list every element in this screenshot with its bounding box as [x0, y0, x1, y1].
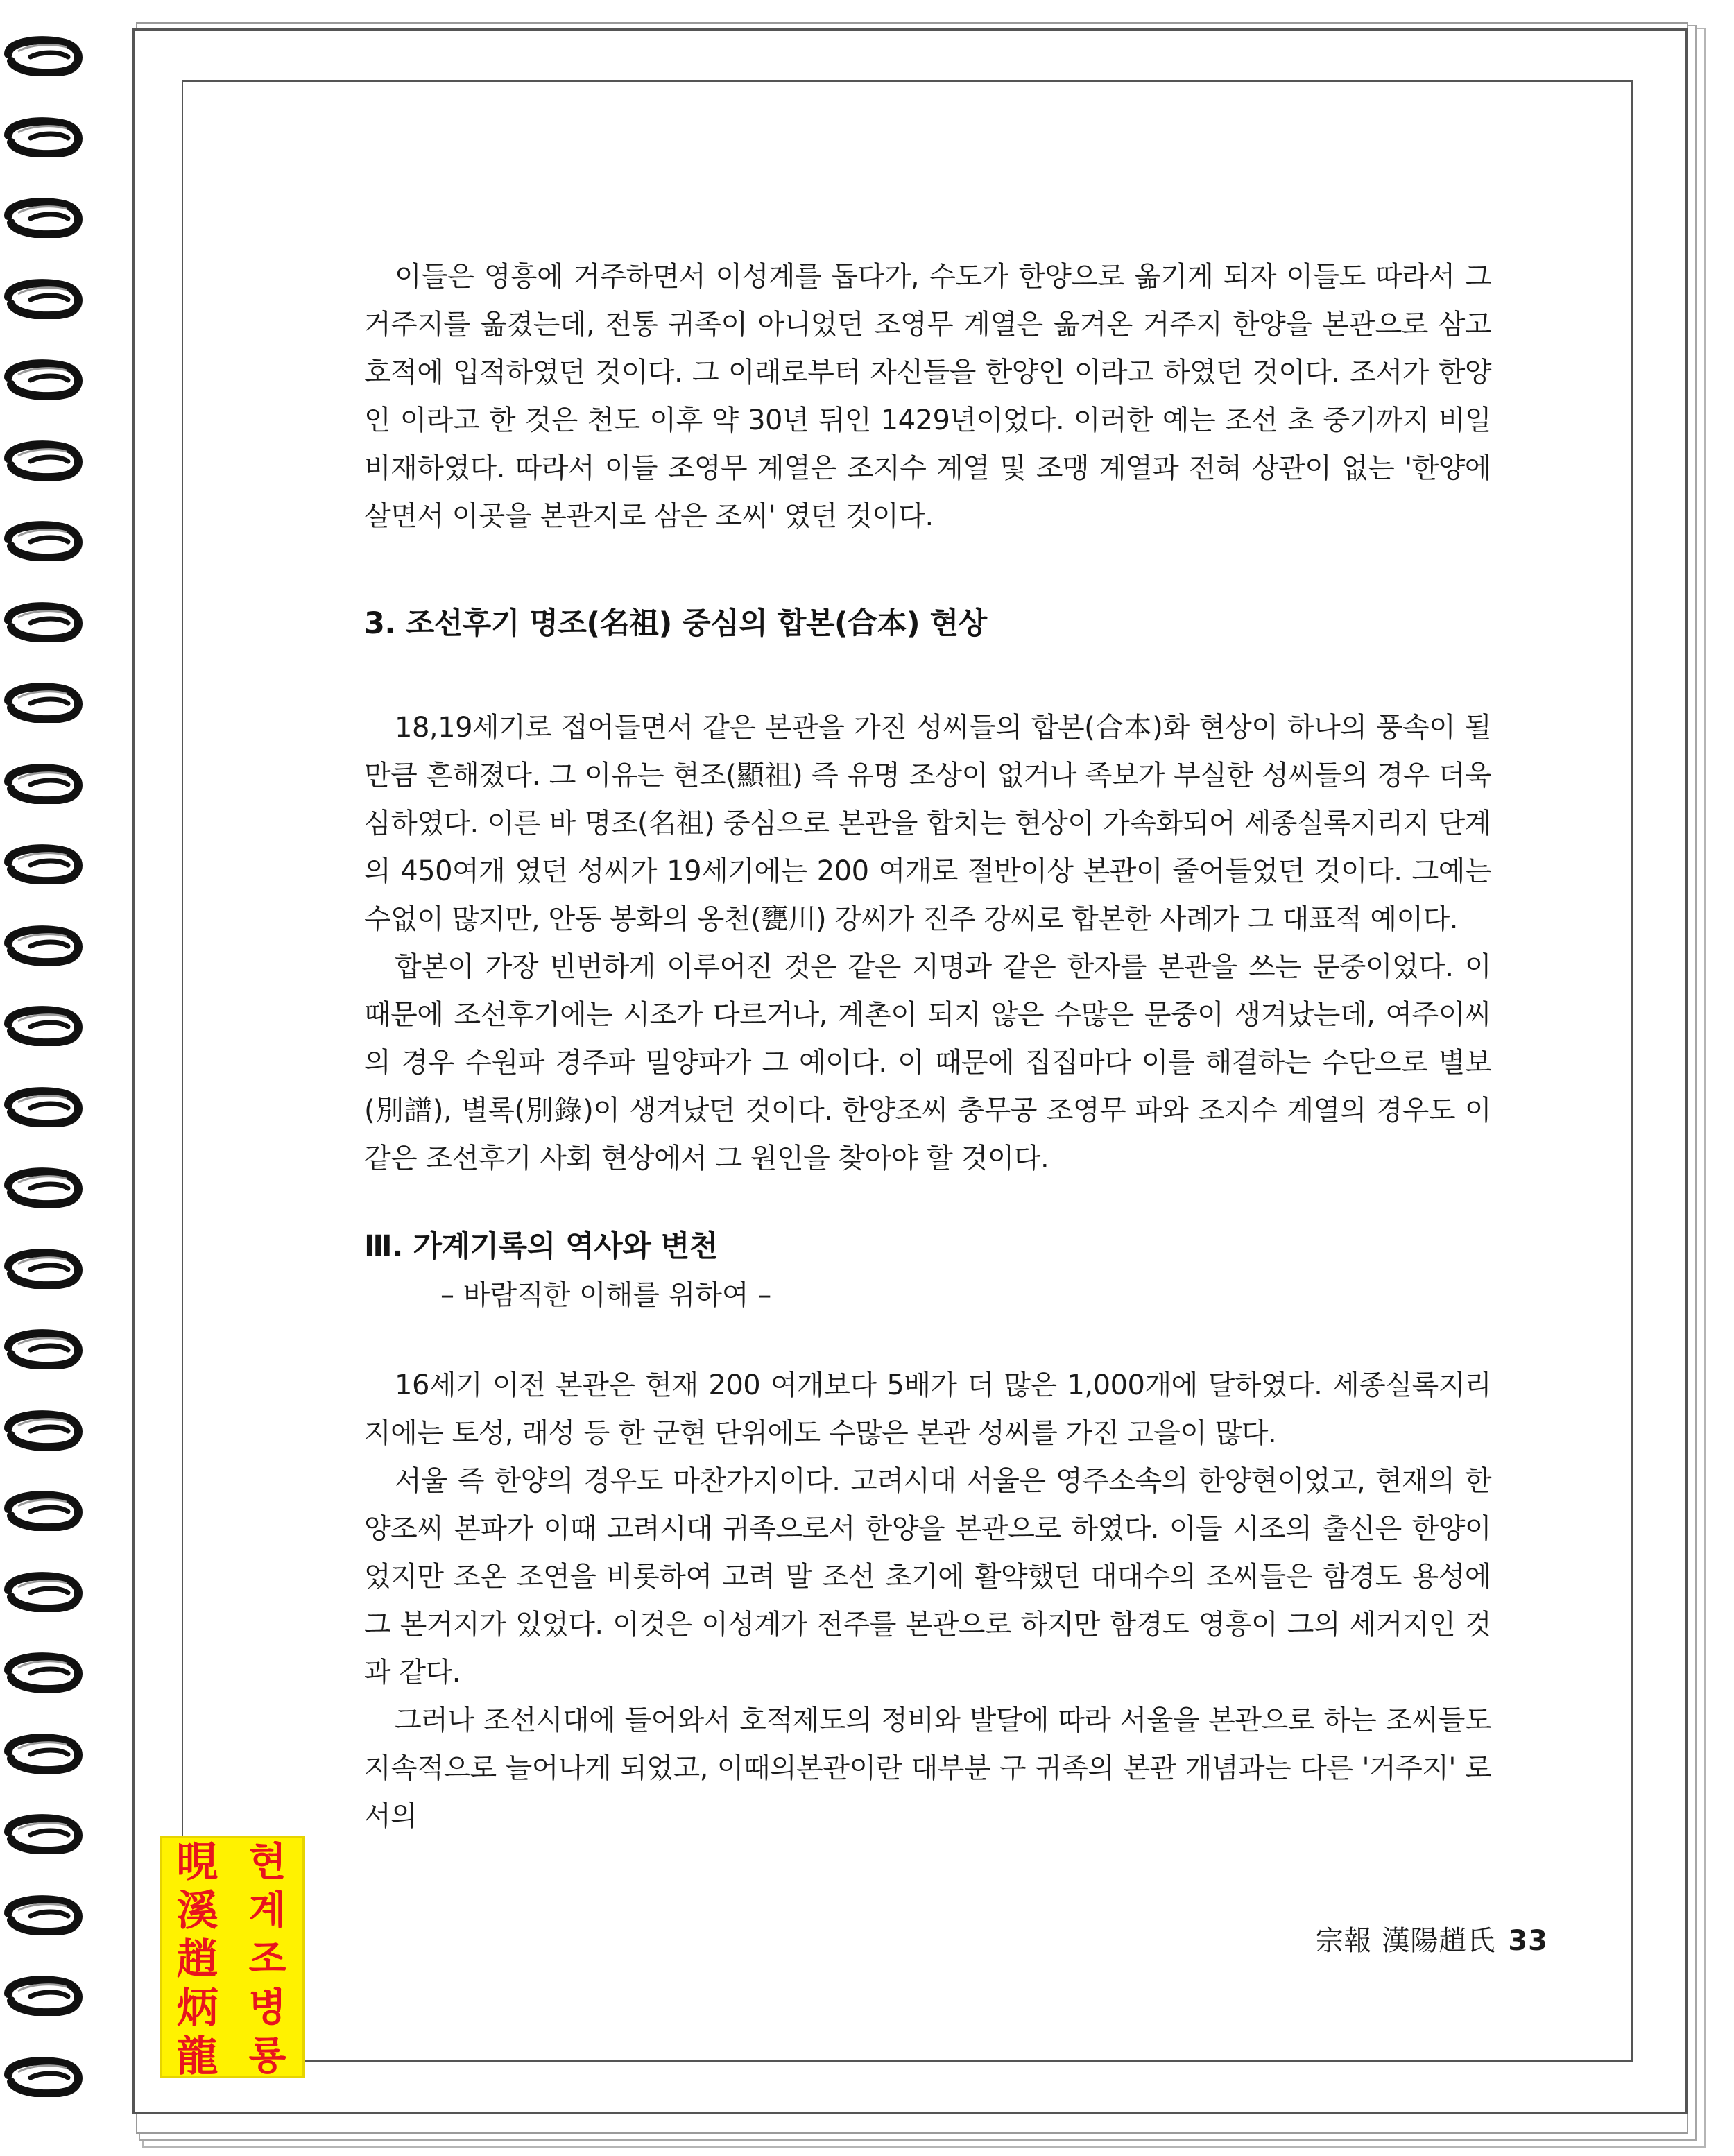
seal-char: 계	[248, 1888, 286, 1933]
section-iii-heading: Ⅲ. 가계기록의 역사와 변천	[364, 1229, 718, 1264]
spiral-ring-icon	[3, 33, 86, 76]
page-number: 33	[1508, 1925, 1548, 1957]
spiral-ring-icon	[3, 1084, 86, 1127]
spiral-ring-icon	[3, 518, 86, 561]
spiral-ring-icon	[3, 357, 86, 400]
seal-hangul-column	[232, 1838, 302, 2079]
spiral-ring-icon	[3, 114, 86, 157]
spiral-ring-icon	[3, 923, 86, 966]
seal-char: 溪	[176, 1887, 218, 1935]
spiral-ring-icon	[3, 1326, 86, 1369]
spiral-ring-icon	[3, 599, 86, 642]
spiral-ring-icon	[3, 1731, 86, 1774]
seal-char: 炳	[176, 1984, 218, 2033]
spiral-ring-icon	[3, 1973, 86, 2016]
seal-char: 趙	[176, 1935, 218, 1984]
section-3-paragraph-2: 합본이 가장 빈번하게 이루어진 것은 같은 지명과 같은 한자를 본관을 쓰는 문중이었다. 이 때문에 조선후기에는 시조가 다르거나, 계촌이 되지 않은 수많은 문중이 생겨났는데, 여주이씨의 경우 수원파 경주파 밀양파가 그 예이다. 이 때문에 집집마다 이를 해결하는 수단으로 별보(別譜), 별록(別錄)이 생겨났던 것이다. 한양조씨 충무공 조영무 파와 조지수 계열의 경우도 이 같은 조선후기 사회 현상에서 그 원인을 찾아야 할 것이다.	[364, 951, 1491, 1174]
seal-char: 晛	[176, 1838, 218, 1887]
spiral-ring-icon	[3, 841, 86, 884]
spiral-ring-icon	[3, 195, 86, 238]
spiral-ring-icon	[3, 1408, 86, 1451]
seal-char: 병	[248, 1985, 286, 2030]
spiral-ring-icon	[3, 1811, 86, 1854]
name-seal-stamp	[160, 1836, 305, 2081]
section-iii-paragraph-1: 16세기 이전 본관은 현재 200 여개보다 5배가 더 많은 1,000개에 달하였다. 세종실록지리지에는 토성, 래성 등 한 군현 단위에도 수많은 본관 성씨를 가진 고을이 많다.	[364, 1369, 1491, 1449]
spiral-ring-icon	[3, 1003, 86, 1046]
spiral-ring-icon	[3, 276, 86, 319]
seal-hanja-column	[162, 1838, 232, 2081]
spiral-ring-icon	[3, 1246, 86, 1289]
section-iii-paragraph-3: 그러나 조선시대에 들어와서 호적제도의 정비와 발달에 따라 서울을 본관으로 하는 조씨들도 지속적으로 늘어나게 되었고, 이때의본관이란 대부분 구 귀족의 본관 개념과는 다른 '거주지' 로서의	[364, 1704, 1491, 1832]
spiral-ring-icon	[3, 438, 86, 481]
section-3-heading: 3. 조선후기 명조(名祖) 중심의 합본(合本) 현상	[364, 606, 987, 641]
seal-char: 룡	[248, 2034, 286, 2079]
section-iii-paragraph-2: 서울 즉 한양의 경우도 마찬가지이다. 고려시대 서울은 영주소속의 한양현이었고, 현재의 한양조씨 본파가 이때 고려시대 귀족으로서 한양을 본관으로 하였다. 이들 시조의 출신은 한양이었지만 조온 조연을 비롯하여 고려 말 조선 초기에 활약했던 대대수의 조씨들은 함경도 용성에 그 본거지가 있었다. 이것은 이성계가 전주를 본관으로 하지만 함경도 영흥이 그의 세거지인 것과 같다.	[364, 1465, 1491, 1688]
spiral-ring-icon	[3, 1569, 86, 1612]
spiral-ring-icon	[3, 2054, 86, 2097]
seal-char: 조	[248, 1937, 286, 1982]
section-3-paragraph-1: 18,19세기로 접어들면서 같은 본관을 가진 성씨들의 합본(合本)화 현상이 하나의 풍속이 될 만큼 흔해졌다. 그 이유는 현조(顯祖) 즉 유명 조상이 없거나 족보가 부실한 성씨들의 경우 더욱 심하였다. 이른 바 명조(名祖) 중심으로 본관을 합치는 현상이 가속화되어 세종실록지리지 단계의 450여개 였던 성씨가 19세기에는 200 여개로 절반이상 본관이 줄어들었던 것이다. 그예는 수없이 많지만, 안동 봉화의 옹천(甕川) 강씨가 진주 강씨로 합본한 사례가 그 대표적 예이다.	[364, 712, 1491, 935]
spiral-ring-icon	[3, 761, 86, 804]
seal-char: 龍	[176, 2033, 218, 2081]
spiral-ring-icon	[3, 1165, 86, 1208]
seal-char: 현	[248, 1840, 286, 1885]
spiral-ring-icon	[3, 1488, 86, 1531]
spiral-ring-icon	[3, 1650, 86, 1693]
section-iii-subheading: – 바람직한 이해를 위하여 –	[440, 1279, 772, 1311]
publication-title: 宗報 漢陽趙氏	[1315, 1925, 1496, 1957]
intro-paragraph: 이들은 영흥에 거주하면서 이성계를 돕다가, 수도가 한양으로 옮기게 되자 이들도 따라서 그 거주지를 옮겼는데, 전통 귀족이 아니었던 조영무 계열은 옮겨온 거주지 한양을 본관으로 삼고 호적에 입적하였던 것이다. 그 이래로부터 자신들을 한양인 이라고 하였던 것이다. 조서가 한양인 이라고 한 것은 천도 이후 약 30년 뒤인 1429년이었다. 이러한 예는 조선 초 중기까지 비일비재하였다. 따라서 이들 조영무 계열은 조지수 계열 및 조맹 계열과 전혀 상관이 없는 '한양에 살면서 이곳을 본관지로 삼은 조씨' 였던 것이다.	[364, 261, 1491, 532]
page-footer	[1316, 1919, 1548, 1958]
spiral-binding	[0, 0, 104, 2156]
spiral-ring-icon	[3, 680, 86, 723]
spiral-ring-icon	[3, 1892, 86, 1935]
document-body	[364, 253, 1491, 1840]
